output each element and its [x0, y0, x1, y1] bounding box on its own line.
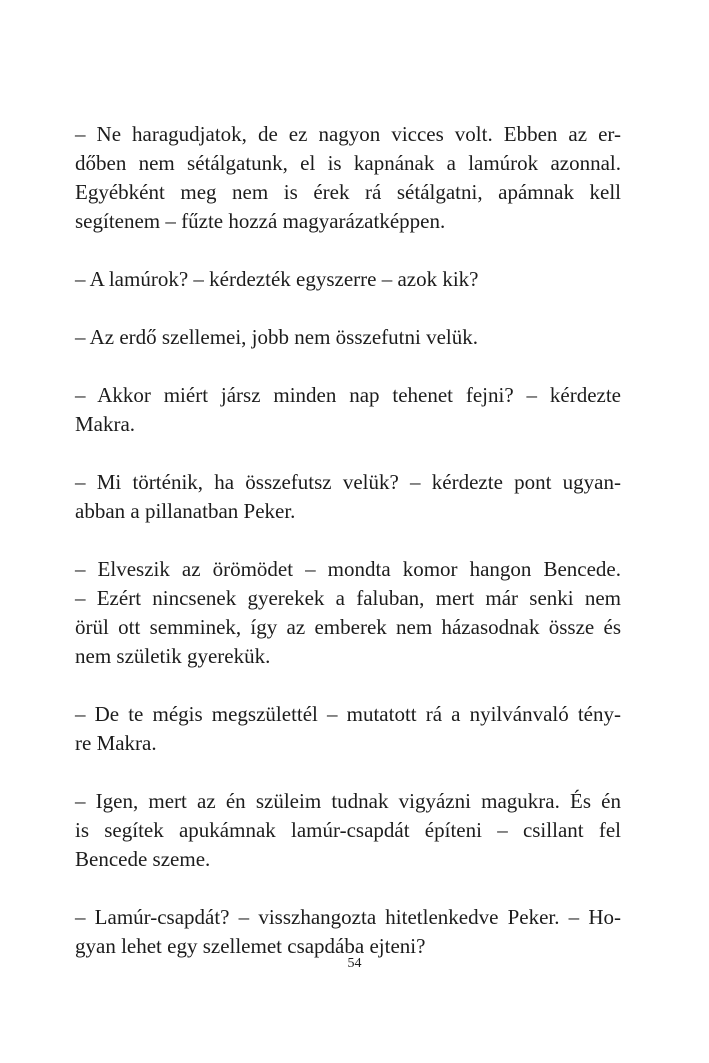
text-line: Makra. [75, 412, 136, 436]
text-line: segítenem – fűzte hozzá magyarázatképpen. [75, 209, 446, 233]
text-line: – Igen, mert az én szüleim tudnak vigyázni magukra. És én [75, 789, 621, 813]
paragraph-3 [75, 323, 621, 352]
text-line: – A lamúrok? – kérdezték egyszerre – azok kik? [75, 267, 479, 291]
text-line: – Az erdő szellemei, jobb nem összefutni velük. [75, 325, 478, 349]
text-line: – Mi történik, ha összefutsz velük? – kérdezte pont ugyan- [75, 470, 621, 494]
paragraph-4 [75, 381, 621, 439]
page-number: 54 [347, 956, 362, 971]
paragraph-1 [75, 120, 621, 236]
text-line: is segítek apukámnak lamúr-csapdát építeni – csillant fel [75, 818, 621, 842]
text-line: Bencede szeme. [75, 847, 211, 871]
text-line: re Makra. [75, 731, 157, 755]
paragraph-7 [75, 700, 621, 758]
paragraph-5 [75, 468, 621, 526]
text-line: – Lamúr-csapdát? – visszhangozta hitetlenkedve Peker. – Ho- [75, 905, 621, 929]
text-line: nem születik gyerekük. [75, 644, 271, 668]
text-line: – De te mégis megszülettél – mutatott rá a nyilvánvaló tény- [75, 702, 621, 726]
text-line: – Akkor miért jársz minden nap tehenet fejni? – kérdezte [75, 383, 621, 407]
text-line: – Ne haragudjatok, de ez nagyon vicces volt. Ebben az er- [75, 122, 621, 146]
text-line: örül ott semminek, így az emberek nem házasodnak össze és [75, 615, 621, 639]
paragraph-2 [75, 265, 621, 294]
text-line: gyan lehet egy szellemet csapdába ejteni? [75, 934, 426, 958]
body-text [75, 120, 621, 990]
paragraph-8 [75, 787, 621, 874]
text-line: dőben nem sétálgatunk, el is kapnának a lamúrok azonnal. [75, 151, 621, 175]
text-line: abban a pillanatban Peker. [75, 499, 296, 523]
text-line: – Ezért nincsenek gyerekek a faluban, mert már senki nem [75, 586, 621, 610]
paragraph-9 [75, 903, 621, 961]
text-line: Egyébként meg nem is érek rá sétálgatni, apámnak kell [75, 180, 621, 204]
text-line: – Elveszik az örömödet – mondta komor hangon Bencede. [75, 557, 621, 581]
paragraph-6 [75, 555, 621, 671]
